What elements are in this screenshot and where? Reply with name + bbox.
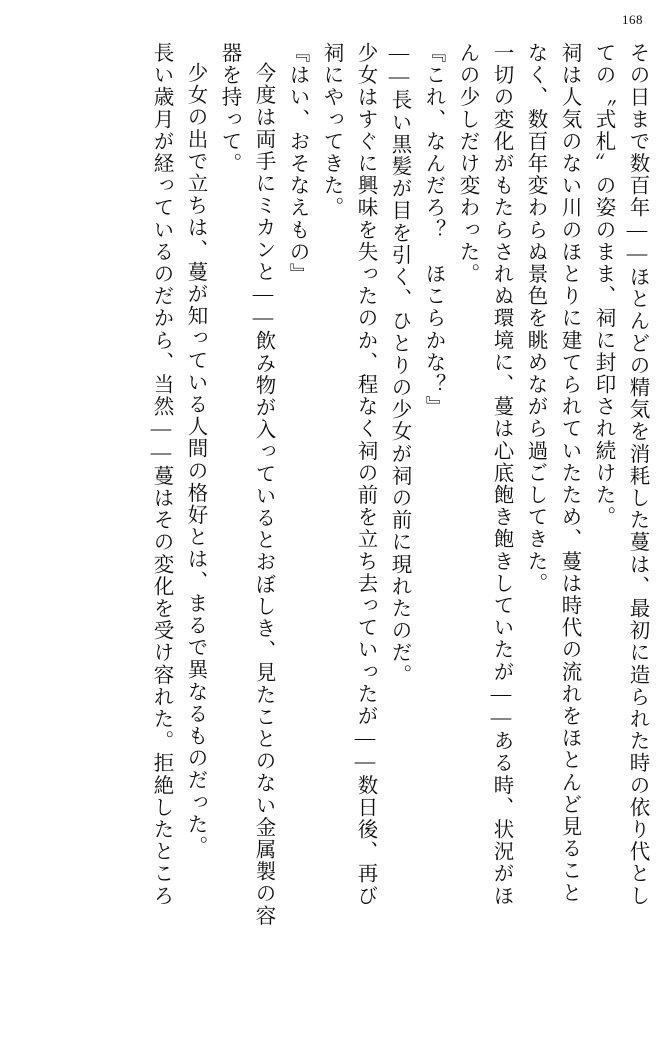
text-line: その日まで数百年——ほとんどの精気を消耗した蔓は、最初に造られた時の依り代とし <box>626 42 648 907</box>
text-line: 少女はすぐに興味を失ったのか、程なく祠の前を立ち去っていったが——数日後、再び <box>354 42 376 907</box>
text-line: 祠にやってきた。 <box>320 42 342 219</box>
vertical-text-body <box>22 42 647 1032</box>
text-line: ——長い黒髪が目を引く、ひとりの少女が祠の前に現れたのだ。 <box>388 42 410 686</box>
text-line: ての〝式札〟の姿のまま、祠に封印され続けた。 <box>592 42 614 529</box>
text-line: んの少しだけ変わった。 <box>456 42 478 286</box>
page-number: 168 <box>622 12 643 27</box>
text-line: なく、数百年変わらぬ景色を眺めながら過ごしてきた。 <box>524 42 546 595</box>
text-line: 一切の変化がもたらされぬ環境に、蔓は心底飽き飽きしていたが——ある時、状況がほ <box>490 42 512 907</box>
text-line: 長い歳月が経っているのだから、当然——蔓はその変化を受け容れた。拒絶したところ <box>150 42 172 907</box>
text-line: 『はい、おそなえもの』 <box>286 42 308 286</box>
text-line: 今度は両手にミカンと——飲み物が入っているとおぼしき、見たことのない金属製の容 <box>252 62 274 927</box>
text-line: 器を持って。 <box>218 42 240 175</box>
text-line: 祠は人気のない川のほとりに建てられていたため、蔓は時代の流れをほとんど見ること <box>558 42 580 904</box>
text-line: 少女の出で立ちは、蔓が知っている人間の格好とは、まるで異なるものだった。 <box>184 62 206 858</box>
text-line: 『これ、なんだろ？ ほこらかな？』 <box>422 42 444 418</box>
